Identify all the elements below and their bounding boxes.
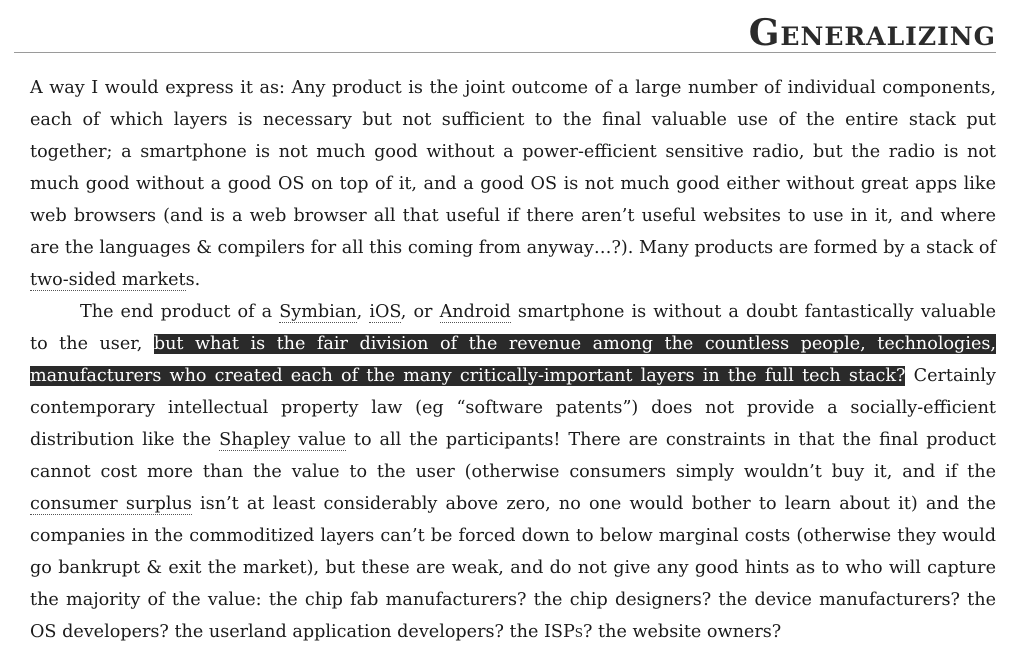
- p2-text-6: ? the website owners?: [583, 622, 782, 642]
- p2-text-3: Certainly contemporary intellectual property law (eg “software patents”) does not provide a socially-efficient distribution like the: [30, 366, 996, 450]
- ios-link[interactable]: iOS: [369, 302, 401, 322]
- p2-text-1: The end product of a: [80, 302, 280, 322]
- p2-text-4: to all the participants! There are constraints in that the final product cannot cost more than the value to the user (otherwise consumers simply wouldn’t buy it, and if the: [30, 430, 996, 482]
- shapley-value-link[interactable]: Shapley value: [219, 430, 346, 450]
- android-link[interactable]: Android: [439, 302, 511, 322]
- heading-divider: [14, 52, 996, 53]
- article-body: [30, 72, 996, 648]
- p2-sep-2: , or: [400, 302, 440, 322]
- p2-text-2: smartphone is without a doubt fantastically valuable to the user,: [30, 302, 996, 354]
- isps-abbreviation: ISPs: [543, 622, 584, 642]
- symbian-link[interactable]: Symbian: [279, 302, 357, 322]
- selected-text-highlight[interactable]: but what is the fair division of the revenue among the countless people, technologies, manufacturers who created each of the many critically-important layers in the full tech stack?: [30, 334, 996, 386]
- p1-text-1: A way I would express it as: Any product is the joint outcome of a large number of individual components, each of which layers is necessary but not sufficient to the final valuable use of the entire stack put together; a smartphone is not much good without a power-efficient sensitive radio, but the radio is not much good without a good OS on top of it, and a good OS is not much good either without great apps like web browsers (and is a web browser all that useful if there aren’t useful websites to use in it, and where are the languages & compilers for all this coming from anyway…?). Many products are formed by a stack of: [30, 78, 996, 258]
- two-sided-market-link[interactable]: two-sided market: [30, 270, 186, 290]
- p2-text-5: isn’t at least considerably above zero, no one would bother to learn about it) and the companies in the commoditized layers can’t be forced down to below marginal costs (otherwise they would go bankrupt & exit the market), but these are weak, and do not give any good hints as to who will capture the majority of the value: the chip fab manufacturers? the chip designers? the device manufacturers? the OS developers? the userland application developers? the: [30, 494, 996, 642]
- paragraph-2: [30, 296, 996, 648]
- p1-text-2: s.: [185, 270, 201, 290]
- p2-sep-1: ,: [356, 302, 370, 322]
- section-heading[interactable]: Generalizing: [748, 12, 996, 54]
- consumer-surplus-link[interactable]: consumer surplus: [30, 494, 192, 514]
- paragraph-1: [30, 72, 996, 296]
